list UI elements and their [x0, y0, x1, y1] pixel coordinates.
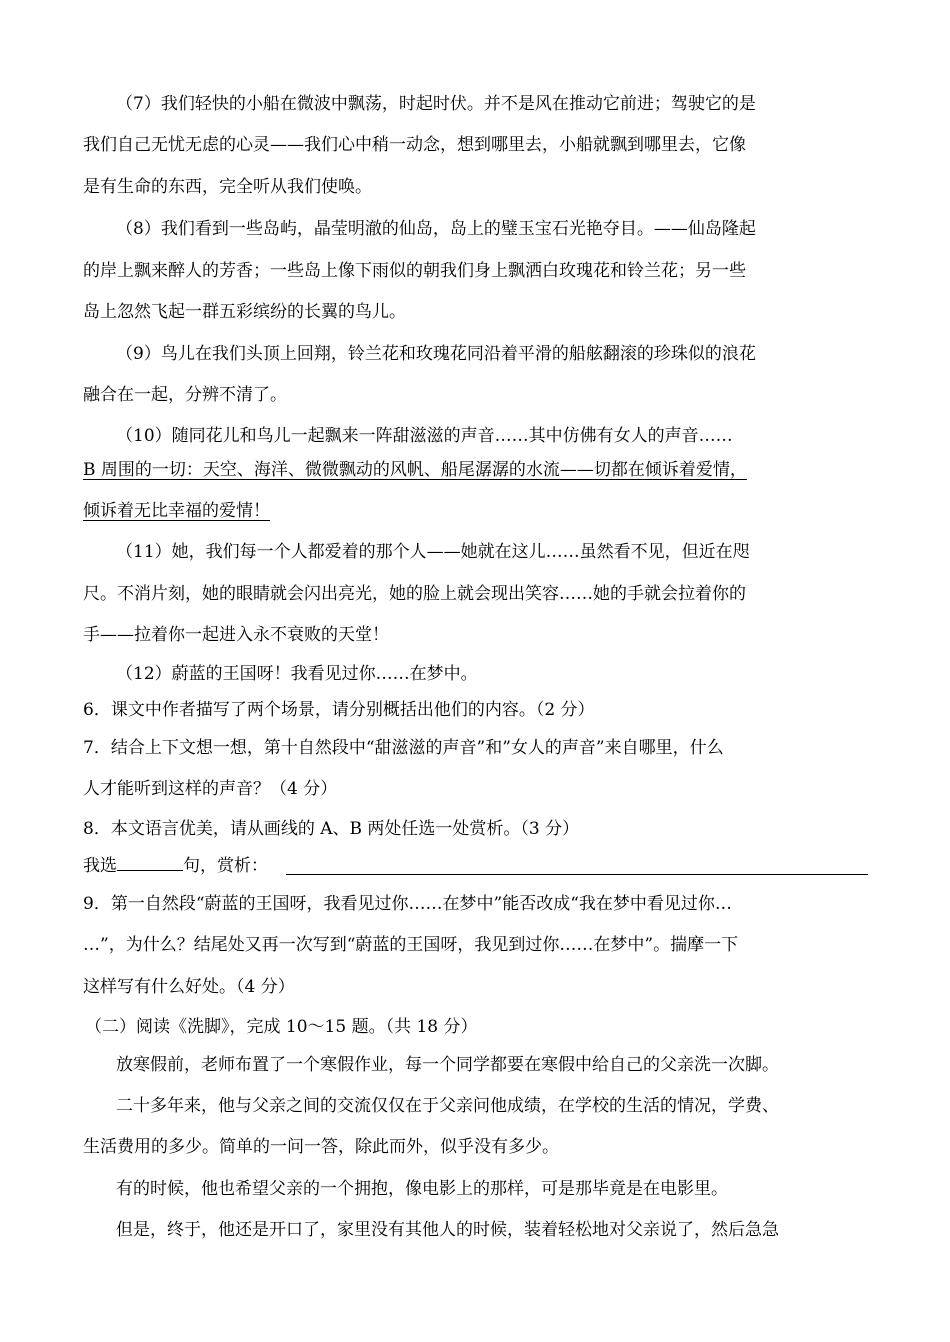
p8-line-3: 岛上忽然飞起一群五彩缤纷的长翼的鸟儿。 [83, 302, 406, 322]
underlined-sentence-b-line-1: B 周围的一切：天空、海洋、微微飘动的风帆、船尾潺潺的水流——切都在倾诉着爱情， [83, 460, 747, 480]
p11-line-3: 手——拉着你一起进入永不衰败的天堂！ [83, 625, 389, 645]
question-9-line-3: 这样写有什么好处。（4 分） [83, 977, 295, 997]
question-8-answer-line [83, 854, 268, 878]
question-9-line-2: …”，为什么？结尾处又再一次写到“蔚蓝的王国呀，我见到过你……在梦中”。揣摩一下 [83, 935, 739, 955]
question-7-line-1: 7．结合上下文想一想，第十自然段中“甜滋滋的声音”和”女人的声音”来自哪里，什么 [83, 738, 724, 758]
p11-line-2: 尺。不消片刻，她的眼睛就会闪出亮光，她的脸上就会现出笑容……她的手就会拉着你的 [83, 584, 746, 604]
section-2-paragraph-2-line-1: 二十多年来，他与父亲之间的交流仅仅在于父亲问他成绩，在学校的生活的情况，学费、 [116, 1096, 779, 1116]
answer-prefix: 我选 [83, 856, 117, 876]
question-9-line-1: 9．第一自然段“蔚蓝的王国呀，我看见过你……在梦中”能否改成“我在梦中看见过你… [83, 894, 732, 914]
section-2-heading: （二）阅读《洗脚》，完成 10～15 题。（共 18 分） [85, 1017, 478, 1037]
p7-line-1: （7）我们轻快的小船在微波中飘荡，时起时伏。并不是风在推动它前进；驾驶它的是 [116, 94, 756, 114]
question-7-line-2: 人才能听到这样的声音？（4 分） [83, 779, 338, 799]
section-2-paragraph-4: 但是，终于，他还是开口了，家里没有其他人的时候，装着轻松地对父亲说了，然后急急 [116, 1220, 779, 1240]
section-2-paragraph-2-line-2: 生活费用的多少。简单的一问一答，除此而外，似乎没有多少。 [83, 1137, 559, 1157]
section-2-paragraph-1: 放寒假前，老师布置了一个寒假作业，每一个同学都要在寒假中给自己的父亲洗一次脚。 [116, 1055, 779, 1075]
question-6: 6．课文中作者描写了两个场景，请分别概括出他们的内容。（2 分） [83, 700, 595, 720]
analysis-answer-blank[interactable] [286, 874, 868, 875]
p9-line-1: （9）鸟儿在我们头顶上回翔，铃兰花和玫瑰花同沿着平滑的船舷翻滚的珍珠似的浪花 [116, 344, 756, 364]
sentence-choice-blank[interactable] [117, 869, 183, 871]
p12-line: （12）蔚蓝的王国呀！我看见过你……在梦中。 [116, 664, 478, 684]
section-2-paragraph-3: 有的时候，他也希望父亲的一个拥抱，像电影上的那样，可是那毕竟是在电影里。 [116, 1179, 728, 1199]
p10-line-1: （10）随同花儿和鸟儿一起飘来一阵甜滋滋的声音……其中仿佛有女人的声音…… [116, 426, 733, 446]
answer-mid: 句，赏析： [183, 856, 268, 876]
question-8: 8．本文语言优美，请从画线的 A、B 两处任选一处赏析。（3 分） [83, 819, 580, 839]
p7-line-3: 是有生命的东西，完全听从我们使唤。 [83, 177, 372, 197]
p9-line-2: 融合在一起，分辨不清了。 [83, 385, 287, 405]
p8-line-2: 的岸上飘来醉人的芳香；一些岛上像下雨似的朝我们身上飘洒白玫瑰花和铃兰花；另一些 [83, 261, 746, 281]
p8-line-1: （8）我们看到一些岛屿，晶莹明澈的仙岛，岛上的璧玉宝石光艳夺目。——仙岛隆起 [116, 219, 756, 239]
p11-line-1: （11）她，我们每一个人都爱着的那个人——她就在这儿……虽然看不见，但近在咫 [116, 542, 750, 562]
underlined-sentence-b-line-2: 倾诉着无比幸福的爱情！ [83, 501, 270, 521]
p7-line-2: 我们自己无忧无虑的心灵——我们心中稍一动念，想到哪里去，小船就飘到哪里去，它像 [83, 135, 746, 155]
